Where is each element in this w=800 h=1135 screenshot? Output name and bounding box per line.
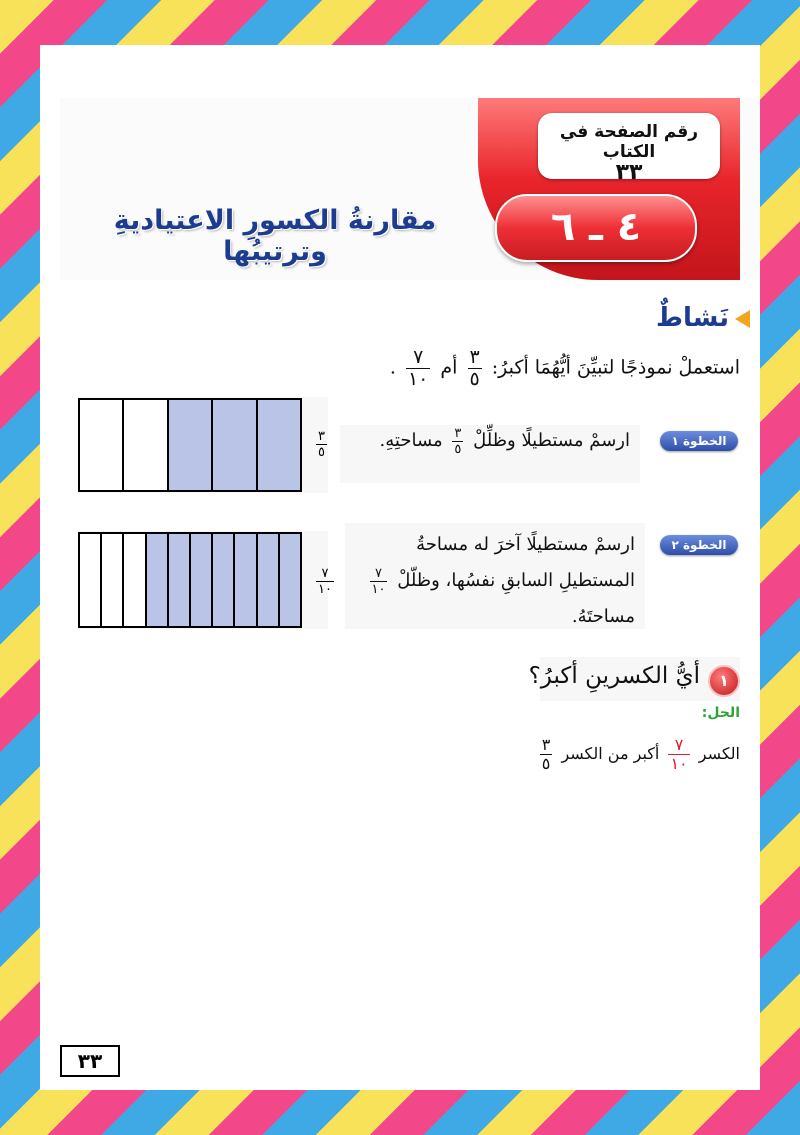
shaded-cell	[256, 400, 300, 490]
fraction-denominator: ٥	[454, 441, 462, 457]
lesson-number: ٤ ـ ٦	[495, 194, 697, 262]
unshaded-cell	[122, 400, 166, 490]
step2-model-label	[312, 567, 338, 596]
shaded-cell	[189, 534, 211, 626]
unshaded-cell	[122, 534, 144, 626]
fraction-numerator: ٣	[541, 735, 551, 754]
question-text: أيُّ الكسرينِ أكبرُ؟	[528, 663, 700, 689]
step2-badge: الخطوة ٢	[660, 535, 738, 555]
intro-text: استعملْ نموذجًا لتبيِّنَ أيُّهُمَا أكبرُ:	[491, 356, 740, 379]
intro-or: أم	[440, 356, 458, 379]
solution-fraction-small	[540, 737, 553, 772]
page	[40, 45, 760, 1090]
fraction-denominator: ٥	[469, 368, 480, 390]
fraction-three-fifths	[468, 348, 482, 389]
unshaded-cell	[80, 400, 122, 490]
fraction-seven-tenths	[406, 348, 430, 389]
step1-model-label	[312, 430, 331, 459]
shaded-cell	[233, 534, 255, 626]
solution-fraction-big	[668, 737, 689, 772]
unshaded-cell	[80, 534, 100, 626]
shaded-cell	[211, 534, 233, 626]
step1-text-before: ارسمْ مستطيلًا وظلِّلْ	[473, 430, 630, 451]
activity-label: نَشاطٌ	[656, 303, 729, 333]
shaded-cell	[145, 534, 167, 626]
fraction-numerator: ٧	[674, 735, 684, 754]
step2-fraction	[370, 567, 388, 596]
step1-text	[345, 423, 630, 459]
step2-line2-text: المستطيلِ السابقِ نفسُها، وظلّلْ	[397, 570, 635, 591]
fraction-numerator: ٧	[413, 346, 424, 368]
step2-text	[350, 527, 635, 635]
book-page-number: ٣٣	[615, 160, 643, 185]
fraction-denominator: ٥	[541, 754, 551, 773]
fraction-numerator: ٣	[454, 425, 462, 441]
step1-fraction-model	[78, 398, 302, 492]
fraction-denominator: ١٠	[371, 581, 386, 597]
fraction-denominator: ١٠	[318, 582, 332, 597]
solution-text	[480, 737, 740, 772]
fraction-denominator: ٥	[318, 445, 325, 460]
fraction-denominator: ١٠	[407, 368, 429, 390]
step2-line2	[350, 563, 635, 599]
step2-line3: مساحتَهُ.	[571, 606, 635, 627]
shaded-cell	[211, 400, 255, 490]
solution-label: الحل:	[701, 705, 740, 721]
step1-badge: الخطوة ١	[660, 431, 738, 451]
page-number: ٣٣	[60, 1045, 120, 1077]
book-page-box	[538, 113, 720, 185]
step2-fraction-model	[78, 532, 302, 628]
fraction-denominator: ١٠	[670, 754, 688, 773]
question-number: ١	[708, 665, 740, 697]
triangle-marker-icon	[735, 310, 750, 328]
activity-intro	[380, 348, 740, 389]
solution-word1: الكسر	[698, 744, 740, 763]
shaded-cell	[167, 534, 189, 626]
fraction-numerator: ٧	[321, 566, 329, 581]
step2-line1: ارسمْ مستطيلًا آخرَ له مساحةُ	[416, 534, 635, 555]
shaded-cell	[167, 400, 211, 490]
lesson-title: مقارنةُ الكسورِ الاعتياديةِ وترتيبُها	[113, 205, 437, 267]
shaded-cell	[278, 534, 300, 626]
step1-fraction	[452, 427, 463, 456]
fraction-numerator: ٣	[469, 346, 480, 368]
fraction-numerator: ٣	[318, 429, 325, 444]
book-page-label: رقم الصفحة في الكتاب	[559, 122, 699, 162]
fraction-numerator: ٧	[375, 565, 382, 581]
step1-text-after: مساحتِهِ.	[379, 430, 443, 451]
solution-word2: أكبر من الكسر	[561, 744, 660, 763]
shaded-cell	[256, 534, 278, 626]
intro-end: .	[389, 356, 396, 379]
unshaded-cell	[100, 534, 122, 626]
activity-heading	[590, 303, 750, 333]
